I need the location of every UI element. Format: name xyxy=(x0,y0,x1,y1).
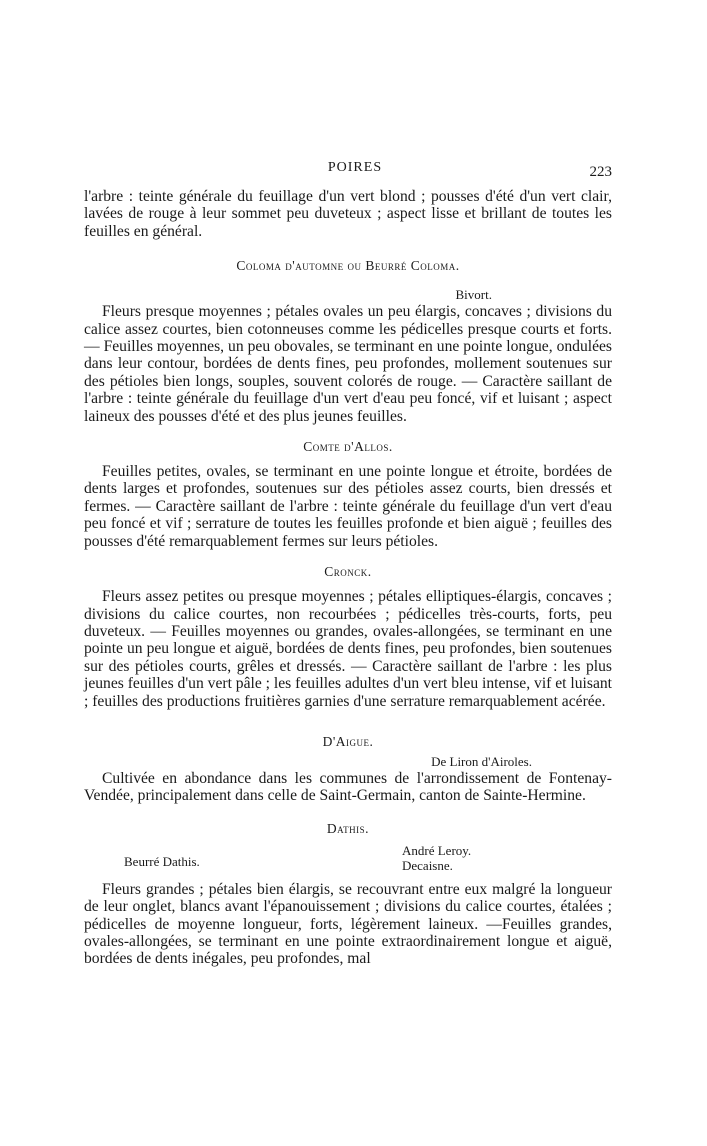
entry-text-coloma: Fleurs presque moyennes ; pétales ovales un peu élargis, concaves ; divisions du calice assez courtes, bien cotonneuses comme les pédicelles presque courts et forts. — Feuilles moyennes, un peu obovales, se terminant en une pointe longue, ondulées dans leur contour, bordées de dents fines, peu profondes, mollement soutenues sur des pétioles bien longs, souples, souvent colorés de rouge. — Caractère saillant de l'arbre : teinte générale du feuillage d'un vert d'eau peu foncé, vif et luisant ; aspect laineux des pousses d'été et des plus jeunes feuilles. xyxy=(84,303,612,425)
page-body xyxy=(84,188,612,968)
entry-title-daigue: D'Aigue. xyxy=(322,733,374,749)
authority-dathis-2: Decaisne. xyxy=(402,857,453,873)
authority-daigue: De Liron d'Airoles. xyxy=(431,753,532,769)
running-head xyxy=(0,160,707,184)
entry-text-daigue: Cultivée en abondance dans les communes de l'arrondissement de Fontenay-Vendée, principalement dans celle de Saint-Germain, canton de Sainte-Hermine. xyxy=(84,769,612,805)
page-number: 223 xyxy=(589,164,612,180)
running-title: POIRES xyxy=(327,160,383,175)
entry-title-coloma: Coloma d'automne ou Beurré Coloma. xyxy=(236,258,460,274)
synonym-dathis: Beurré Dathis. xyxy=(124,853,200,869)
entry-text-cronck: Fleurs assez petites ou presque moyennes ; pétales elliptiques-élargis, concaves ; divisions du calice courtes, non recourbées ; pédicelles très-courts, forts, peu duveteux. — Feuilles moyennes ou grandes, ovales-allongées, se terminant en une pointe un peu longue et aiguë, bordées de dents fines, peu profondes, bien soutenues sur des pétioles courts, grêles et dressés. — Caractère saillant de l'arbre : les plus jeunes feuilles d'un vert pâle ; les feuilles adultes d'un vert bleu intense, vif et luisant ; feuilles des productions fruitières garnies d'une serrature remarquablement acérée. xyxy=(84,588,612,710)
synonym-row-dathis xyxy=(84,843,612,881)
entry-title-comte-dallos: Comte d'Allos. xyxy=(303,439,393,455)
authority-dathis-1: André Leroy. xyxy=(402,842,472,858)
entry-text-dathis: Fleurs grandes ; pétales bien élargis, se recouvrant entre eux malgré la longueur de leur onglet, blancs avant l'épanouissement ; divisions du calice courtes, étalées ; pédicelles de moyenne longueur, forts, légèrement laineux. —Feuilles grandes, ovales-allongées, se terminant en une pointe extraordinairement longue et aiguë, bordées de dents inégales, peu profondes, mal xyxy=(84,880,612,968)
continuation-paragraph: l'arbre : teinte générale du feuillage d'un vert blond ; pousses d'été d'un vert clair, lavées de rouge à leur sommet peu duveteux ; aspect lisse et brillant de toutes les feuilles en général. xyxy=(84,188,612,240)
entry-text-comte-dallos: Feuilles petites, ovales, se terminant en une pointe longue et étroite, bordées de dents larges et profondes, soutenues sur des pétioles assez courts, bien dressés et fermes. — Caractère saillant de l'arbre : teinte générale du feuillage d'un vert d'eau peu foncé et vif ; serrature de toutes les feuilles profonde et bien aiguë ; feuilles des pousses d'été remarquablement fermes sur leurs pétioles. xyxy=(84,463,612,550)
entry-title-dathis: Dathis. xyxy=(326,820,370,836)
authorities-dathis xyxy=(402,843,471,873)
entry-title-cronck: Cronck. xyxy=(324,564,372,580)
authority-coloma: Bivort. xyxy=(455,287,492,303)
